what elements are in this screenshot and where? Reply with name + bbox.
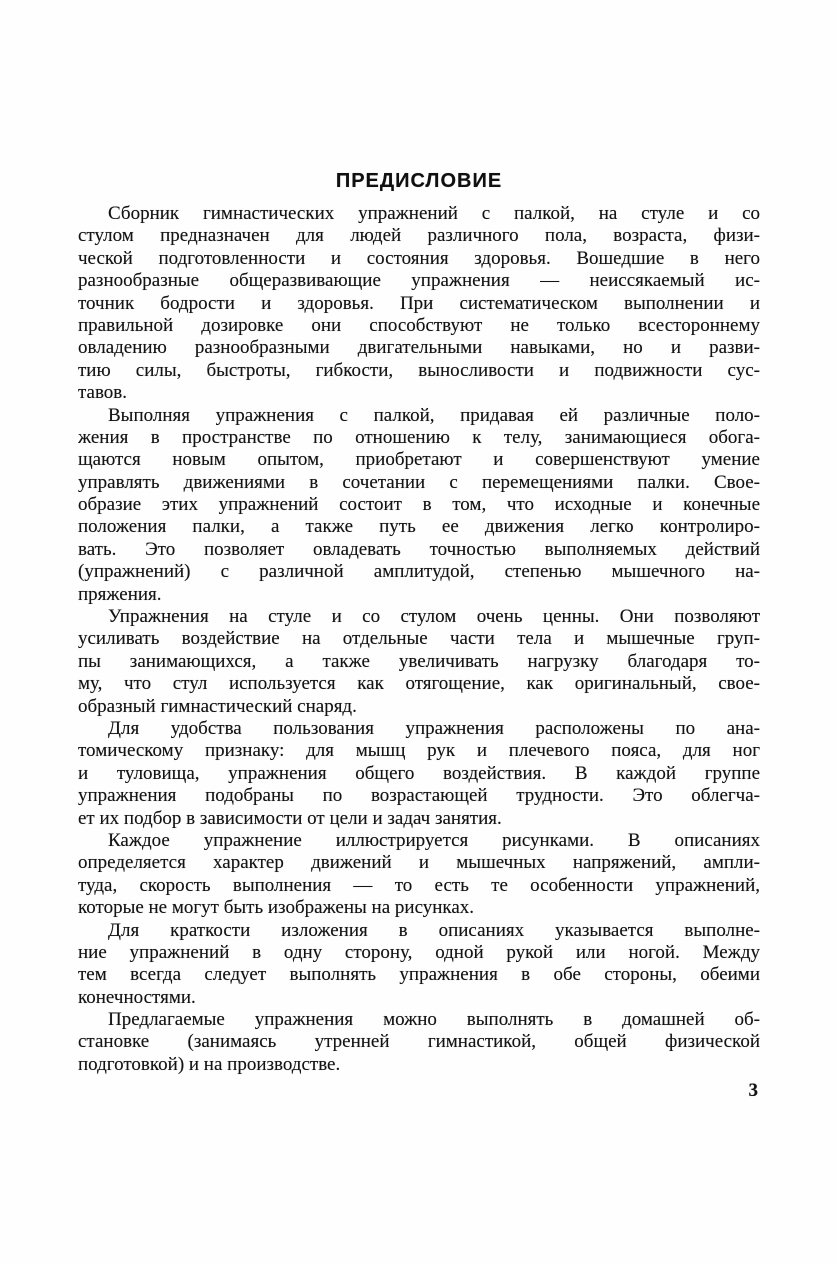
text-line: тавов. xyxy=(78,382,128,404)
text-line: вать. Это позволяет овладевать точностью выполняемых действий xyxy=(78,538,760,560)
text-line: му, что стул используется как отягощение, как оригинальный, свое- xyxy=(78,673,760,695)
paragraph xyxy=(78,920,760,1010)
text-line: щаются новым опытом, приобретают и совершенствуют умение xyxy=(78,449,760,471)
paragraph xyxy=(78,203,760,405)
text-line: жения в пространстве по отношению к телу, занимающиеся обога- xyxy=(78,426,760,448)
text-line: разнообразные общеразвивающие упражнения — неиссякаемый ис- xyxy=(78,270,760,292)
text-line: точник бодрости и здоровья. При систематическом выполнении и xyxy=(78,292,760,314)
text-line: ние упражнений в одну сторону, одной рукой или ногой. Между xyxy=(78,941,760,963)
text-line: которые не могут быть изображены на рисунках. xyxy=(78,897,475,919)
text-line: управлять движениями в сочетании с перемещениями палки. Свое- xyxy=(78,471,760,493)
paragraph xyxy=(78,1009,760,1076)
text-line: Для краткости изложения в описаниях указывается выполне- xyxy=(108,919,760,941)
text-line: образие этих упражнений состоит в том, что исходные и конечные xyxy=(78,494,760,516)
text-line: определяется характер движений и мышечных напряжений, ампли- xyxy=(78,852,760,874)
text-line: и туловища, упражнения общего воздействия. В каждой группе xyxy=(78,762,760,784)
text-line: конечностями. xyxy=(78,986,196,1008)
page-number: 3 xyxy=(748,1080,758,1101)
text-line: положения палки, а также путь ее движения легко контролиро- xyxy=(78,516,760,538)
text-line: Упражнения на стуле и со стулом очень ценны. Они позволяют xyxy=(108,606,760,628)
text-line: тем всегда следует выполнять упражнения в обе стороны, обеими xyxy=(78,964,760,986)
text-line: образный гимнастический снаряд. xyxy=(78,695,357,717)
text-line: томическому признаку: для мышц рук и плечевого пояса, для ног xyxy=(78,740,760,762)
text-line: Сборник гимнастических упражнений с палкой, на стуле и со xyxy=(108,203,760,224)
text-line: становке (занимаясь утренней гимнастикой, общей физической xyxy=(78,1031,760,1053)
paragraph xyxy=(78,606,760,718)
text-line: Выполняя упражнения с палкой, придавая ей различные поло- xyxy=(108,404,760,426)
text-line: (упражнений) с различной амплитудой, степенью мышечного на- xyxy=(78,561,760,583)
paragraph xyxy=(78,718,760,830)
text-line: Для удобства пользования упражнения расположены по ана- xyxy=(108,717,760,739)
paragraph xyxy=(78,405,760,607)
text-line: тию силы, быстроты, гибкости, выносливости и подвижности сус- xyxy=(78,359,760,381)
text-line: правильной дозировке они способствуют не только всестороннему xyxy=(78,314,760,336)
text-line: Предлагаемые упражнения можно выполнять в домашней об- xyxy=(108,1009,760,1031)
text-line: стулом предназначен для людей различного пола, возраста, физи- xyxy=(78,225,760,247)
text-line: Каждое упражнение иллюстрируется рисунками. В описаниях xyxy=(108,829,760,851)
text-line: овладению разнообразными двигательными навыками, но и разви- xyxy=(78,337,760,359)
paragraph xyxy=(78,830,760,920)
text-line: ет их подбор в зависимости от цели и задач занятия. xyxy=(78,807,502,829)
text-line: подготовкой) и на производстве. xyxy=(78,1053,341,1075)
page-body xyxy=(78,203,760,1076)
page-title: ПРЕДИСЛОВИЕ xyxy=(335,170,503,193)
text-line: ческой подготовленности и состояния здоровья. Вошедшие в него xyxy=(78,247,760,269)
text-line: туда, скорость выполнения — то есть те особенности упражнений, xyxy=(78,874,760,896)
text-line: пряжения. xyxy=(78,583,162,605)
text-line: пы занимающихся, а также увеличивать нагрузку благодаря то- xyxy=(78,650,760,672)
text-line: упражнения подобраны по возрастающей трудности. Это облегча- xyxy=(78,785,760,807)
text-line: усиливать воздействие на отдельные части тела и мышечные груп- xyxy=(78,628,760,650)
